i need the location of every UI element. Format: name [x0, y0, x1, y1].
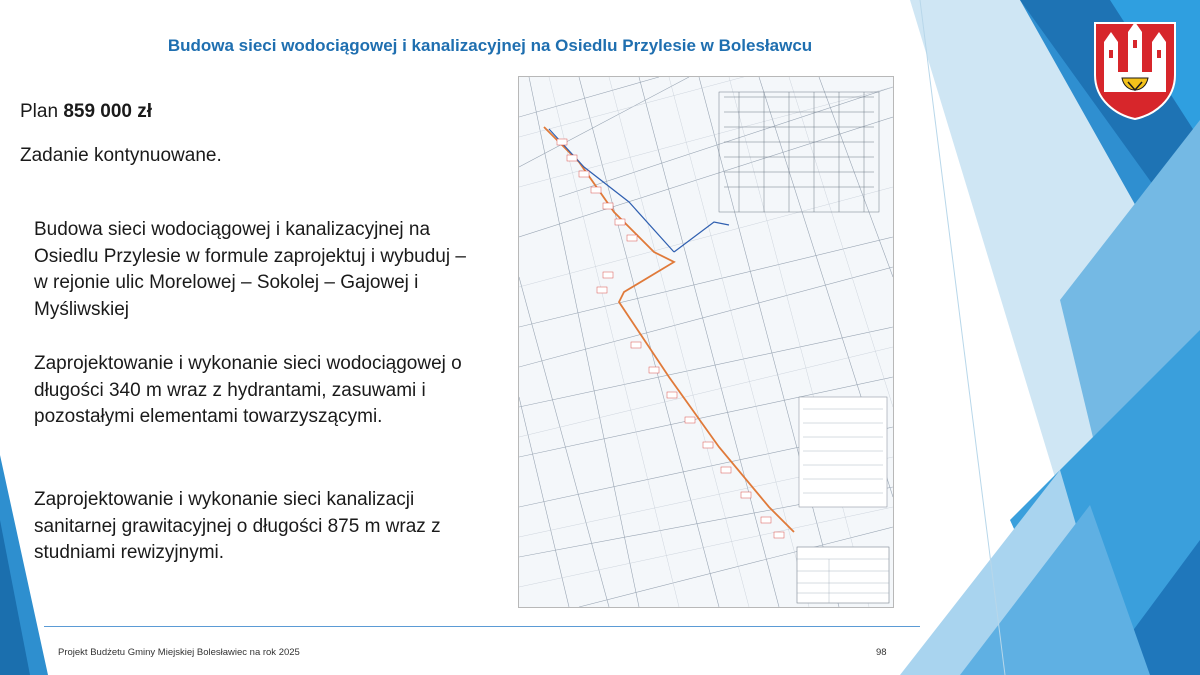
plan-label: Plan	[20, 101, 59, 122]
plan-amount: 859 000 zł	[63, 101, 153, 122]
paragraph-water-network: Zaprojektowanie i wykonanie sieci wodociągowej o długości 340 m wraz z hydrantami, zasuwami i pozostałymi elementami towarzyszącymi.	[34, 353, 462, 427]
site-plan-map	[518, 76, 894, 608]
boleslawiec-crest-icon	[1092, 20, 1178, 120]
plan-line	[20, 101, 152, 123]
paragraph-scope: Budowa sieci wodociągowej i kanalizacyjnej na Osiedlu Przylesie w formule zaprojektuj i wybuduj – w rejonie ulic Morelowej – Sokolej – Gajowej i Myśliwskiej	[34, 219, 466, 320]
page-number: 98	[876, 647, 887, 658]
task-status: Zadanie kontynuowane.	[20, 145, 222, 166]
footer-text: Projekt Budżetu Gminy Miejskiej Bolesławiec na rok 2025	[58, 647, 300, 658]
paragraph-sewer-network: Zaprojektowanie i wykonanie sieci kanalizacji sanitarnej grawitacyjnej o długości 875 m wraz z studniami rewizyjnymi.	[34, 489, 441, 563]
footer-divider	[44, 626, 920, 627]
map-drawing	[519, 77, 893, 607]
slide-title: Budowa sieci wodociągowej i kanalizacyjnej na Osiedlu Przylesie w Bolesławcu	[167, 36, 813, 55]
